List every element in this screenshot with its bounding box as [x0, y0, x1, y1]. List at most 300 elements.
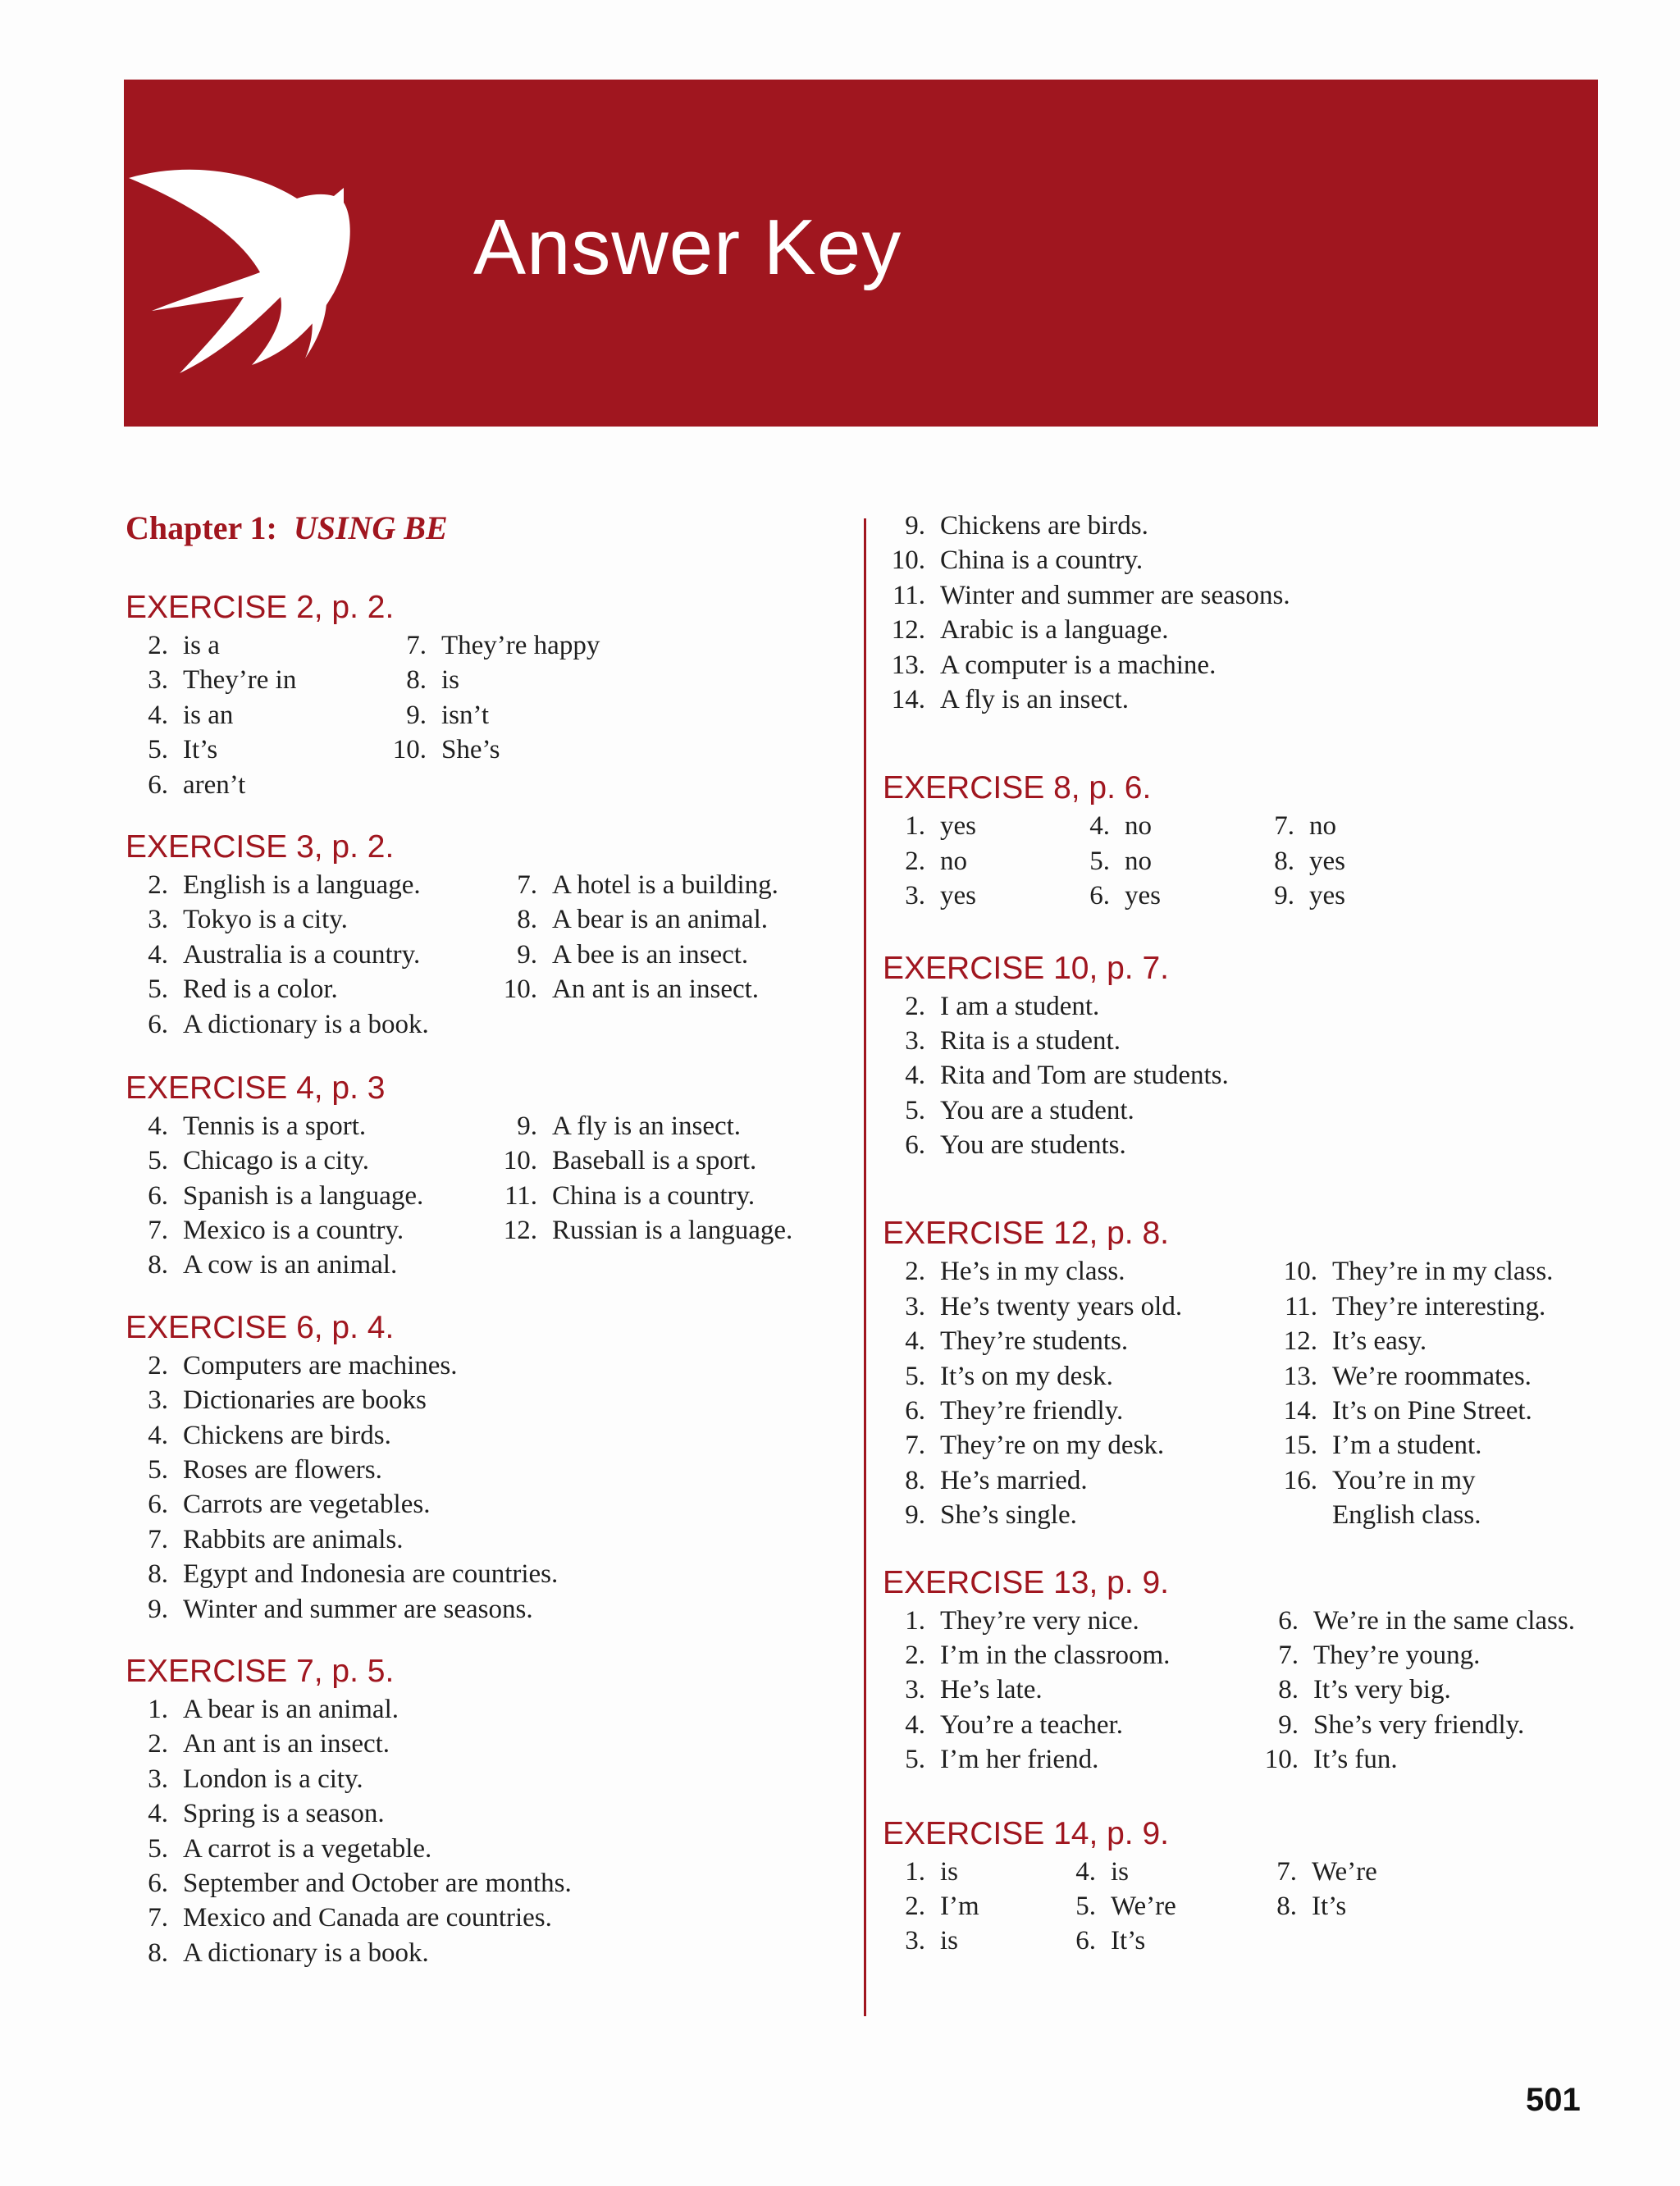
answer-item — [883, 809, 1067, 843]
exercise-6 — [126, 1307, 847, 1627]
answer-number: 1. — [905, 811, 925, 842]
answer-item — [495, 902, 778, 937]
answer-item — [883, 844, 1067, 879]
answer-text: Tennis is a sport. — [183, 1111, 367, 1141]
column-divider — [864, 518, 866, 2016]
answer-item — [883, 1673, 1256, 1707]
answer-text: is an — [183, 700, 234, 730]
answer-column — [126, 1692, 572, 1970]
answer-number: 11. — [892, 580, 925, 610]
answer-text: is — [940, 1856, 959, 1887]
answer-column — [126, 628, 384, 802]
answer-item — [1256, 1708, 1575, 1742]
answer-item — [495, 972, 778, 1006]
answer-number: 5. — [905, 1745, 925, 1775]
answer-text: is a — [183, 631, 220, 660]
answer-item — [126, 902, 495, 937]
answer-item — [126, 1727, 572, 1761]
answer-text: Winter and summer are seasons. — [183, 1594, 533, 1624]
answer-text: Australia is a country. — [183, 939, 421, 970]
answer-text: A bear is an animal. — [552, 905, 769, 935]
answer-number: 8. — [148, 1937, 168, 1968]
answer-text: Rita is a student. — [940, 1025, 1121, 1056]
answer-number: 1. — [148, 1694, 168, 1724]
answer-item — [1254, 1855, 1377, 1889]
answer-text: It’s — [1111, 1926, 1146, 1956]
answer-column — [883, 509, 1290, 717]
answer-item — [384, 732, 600, 767]
answer-text: Egypt and Indonesia are countries. — [183, 1559, 559, 1590]
exercise-7 — [126, 1651, 847, 1970]
answer-item — [126, 938, 495, 972]
answer-number: 7. — [1274, 811, 1294, 842]
exercise-13 — [883, 1563, 1621, 1778]
answer-text: A bee is an insect. — [552, 939, 749, 970]
answer-item — [883, 1638, 1256, 1673]
answer-text: He’s late. — [940, 1675, 1043, 1705]
answer-item — [1053, 1855, 1254, 1889]
answer-number: 5. — [905, 1095, 925, 1125]
answer-number: 6. — [148, 1490, 168, 1520]
answer-number: 3. — [148, 665, 168, 696]
answer-column — [1053, 1855, 1254, 1959]
answer-number: 3. — [905, 1926, 925, 1956]
answer-column — [495, 1109, 792, 1248]
answer-item — [1275, 1463, 1603, 1533]
answer-text: Winter and summer are seasons. — [940, 580, 1290, 610]
answer-number: 3. — [905, 1025, 925, 1056]
answer-text: Chicago is a city. — [183, 1146, 369, 1176]
answer-text: They’re students. — [940, 1326, 1129, 1357]
answer-number: 7. — [148, 1903, 168, 1933]
answer-item — [126, 1383, 558, 1417]
answer-item — [1067, 879, 1252, 913]
answer-item — [883, 1324, 1275, 1358]
exercise-title: EXERCISE 14, p. 9. — [883, 1815, 1170, 1851]
answer-number: 7. — [905, 1431, 925, 1461]
answer-text: is — [1111, 1856, 1130, 1887]
answer-column — [126, 868, 495, 1042]
answer-text: Red is a color. — [183, 974, 338, 1005]
answer-item — [883, 1359, 1275, 1394]
answer-item — [883, 1604, 1256, 1638]
answer-text: Dictionaries are books — [183, 1385, 427, 1416]
answer-number: 4. — [148, 1420, 168, 1450]
answer-text: You are students. — [940, 1130, 1126, 1161]
answer-item — [126, 1832, 572, 1866]
answer-text: You’re in my English class. — [1332, 1465, 1481, 1531]
answer-item — [126, 1487, 558, 1522]
chapter-heading — [126, 509, 847, 551]
answer-number: 7. — [406, 631, 427, 660]
answer-text: A bear is an animal. — [183, 1694, 399, 1724]
answer-number: 3. — [905, 1675, 925, 1705]
answer-item — [126, 1418, 558, 1453]
answer-text: You’re a teacher. — [940, 1709, 1123, 1740]
answer-number: 10. — [1264, 1745, 1299, 1775]
answer-number: 6. — [1278, 1605, 1299, 1636]
answer-item — [1275, 1428, 1603, 1463]
answer-number: 8. — [517, 905, 537, 935]
answer-number: 8. — [148, 1559, 168, 1590]
answer-number: 5. — [1089, 846, 1110, 876]
answer-text: We’re roommates. — [1332, 1361, 1532, 1391]
exercise-title: EXERCISE 4, p. 3 — [126, 1070, 386, 1106]
answer-text: We’re — [1111, 1891, 1176, 1921]
answer-text: He’s married. — [940, 1465, 1088, 1495]
answer-number: 6. — [148, 1009, 168, 1039]
answer-number: 2. — [905, 1257, 925, 1287]
answer-item — [1053, 1924, 1254, 1958]
answer-item — [495, 938, 778, 972]
exercise-7-continued — [883, 509, 1621, 717]
answer-number: 9. — [148, 1594, 168, 1624]
answer-item — [495, 1179, 792, 1213]
answer-item — [883, 1463, 1275, 1498]
answer-text: They’re young. — [1313, 1641, 1481, 1671]
answer-item — [1256, 1673, 1575, 1707]
answer-item — [126, 768, 384, 802]
exercise-title: EXERCISE 10, p. 7. — [883, 950, 1170, 986]
answer-column — [1252, 809, 1345, 913]
answer-text: Carrots are vegetables. — [183, 1490, 431, 1520]
answer-number: 7. — [148, 1524, 168, 1554]
exercise-title: EXERCISE 3, p. 2. — [126, 828, 395, 865]
answer-number: 9. — [905, 1500, 925, 1531]
answer-text: is — [441, 665, 460, 696]
answer-column — [883, 809, 1067, 913]
answer-text: He’s in my class. — [940, 1257, 1125, 1287]
answer-item — [883, 648, 1290, 682]
answer-item — [1256, 1638, 1575, 1673]
answer-number: 5. — [905, 1361, 925, 1391]
swallow-bird-icon — [129, 162, 432, 375]
answer-text: It’s — [183, 735, 218, 765]
answer-item — [883, 1024, 1229, 1058]
answer-text: He’s twenty years old. — [940, 1291, 1183, 1321]
answer-item — [126, 1248, 495, 1282]
answer-text: They’re in my class. — [1332, 1257, 1554, 1287]
answer-item — [883, 1289, 1275, 1324]
answer-number: 2. — [905, 1891, 925, 1921]
answer-text: Rita and Tom are students. — [940, 1061, 1229, 1091]
answer-column — [495, 868, 778, 1007]
answer-number: 5. — [148, 1833, 168, 1864]
answer-item — [126, 1109, 495, 1143]
answer-item — [883, 1394, 1275, 1428]
answer-number: 4. — [148, 1111, 168, 1141]
answer-number: 9. — [517, 1111, 537, 1141]
answer-text: We’re — [1312, 1856, 1377, 1887]
answer-number: 2. — [148, 631, 168, 660]
answer-text: Rabbits are animals. — [183, 1524, 404, 1554]
answer-number: 5. — [148, 974, 168, 1005]
answer-number: 6. — [148, 1868, 168, 1898]
answer-number: 2. — [905, 846, 925, 876]
answer-text: Spanish is a language. — [183, 1180, 424, 1211]
chapter-label: Chapter 1: — [126, 509, 277, 546]
answer-item — [1252, 809, 1345, 843]
answer-number: 14. — [891, 684, 925, 714]
answer-column — [883, 1254, 1275, 1532]
answer-number: 8. — [148, 1250, 168, 1280]
answer-item — [126, 1592, 558, 1627]
answer-number: 1. — [905, 1605, 925, 1636]
exercise-title: EXERCISE 8, p. 6. — [883, 770, 1152, 806]
answer-number: 13. — [891, 650, 925, 680]
header-banner — [124, 80, 1598, 427]
answer-number: 12. — [503, 1216, 537, 1246]
page-title: Answer Key — [473, 203, 902, 291]
answer-number: 10. — [1283, 1257, 1317, 1287]
answer-text: yes — [1125, 881, 1161, 911]
answer-number: 6. — [148, 769, 168, 800]
answer-number: 3. — [148, 1385, 168, 1416]
answer-text: Baseball is a sport. — [552, 1146, 757, 1176]
answer-text: A dictionary is a book. — [183, 1937, 429, 1968]
answer-number: 10. — [891, 545, 925, 576]
answer-text: A carrot is a vegetable. — [183, 1833, 432, 1864]
answer-text: no — [1309, 811, 1336, 842]
answer-number: 7. — [148, 1216, 168, 1246]
answer-item — [1067, 809, 1252, 843]
answer-text: They’re very nice. — [940, 1605, 1139, 1636]
exercise-title: EXERCISE 7, p. 5. — [126, 1653, 395, 1689]
answer-text: They’re friendly. — [940, 1396, 1124, 1426]
answer-number: 5. — [148, 735, 168, 765]
answer-text: Mexico and Canada are countries. — [183, 1903, 552, 1933]
answer-number: 4. — [1089, 811, 1110, 842]
chapter-title: USING BE — [293, 509, 448, 546]
answer-item — [495, 1109, 792, 1143]
answer-item — [883, 1924, 1053, 1958]
exercise-2 — [126, 587, 847, 802]
answer-item — [126, 1349, 558, 1383]
answer-number: 9. — [517, 939, 537, 970]
answer-column — [883, 1604, 1256, 1778]
answer-item — [126, 1557, 558, 1591]
answer-item — [883, 879, 1067, 913]
answer-item — [1067, 844, 1252, 879]
answer-text: They’re interesting. — [1332, 1291, 1546, 1321]
answer-number: 3. — [148, 905, 168, 935]
answer-item — [126, 1692, 572, 1727]
answer-number: 9. — [905, 511, 925, 541]
answer-item — [1252, 879, 1345, 913]
answer-number: 3. — [148, 1764, 168, 1794]
answer-text: She’s single. — [940, 1500, 1077, 1531]
answer-text: I’m — [940, 1891, 979, 1921]
answer-item — [126, 1213, 495, 1248]
answer-item — [883, 989, 1229, 1024]
answer-number: 4. — [905, 1709, 925, 1740]
answer-text: It’s easy. — [1332, 1326, 1427, 1357]
answer-text: London is a city. — [183, 1764, 363, 1794]
answer-number: 12. — [891, 615, 925, 646]
answer-number: 2. — [905, 991, 925, 1021]
answer-item — [883, 1855, 1053, 1889]
answer-number: 11. — [1284, 1291, 1317, 1321]
answer-text: September and October are months. — [183, 1868, 572, 1898]
answer-text: A cow is an animal. — [183, 1250, 398, 1280]
answer-item — [1254, 1889, 1377, 1924]
answer-text: I am a student. — [940, 991, 1100, 1021]
answer-item — [126, 1762, 572, 1796]
answer-item — [126, 1179, 495, 1213]
answer-text: is — [940, 1926, 959, 1956]
answer-text: A fly is an insect. — [940, 684, 1130, 714]
answer-number: 8. — [1276, 1891, 1297, 1921]
answer-number: 5. — [148, 1455, 168, 1485]
answer-number: 10. — [503, 974, 537, 1005]
answer-number: 10. — [503, 1146, 537, 1176]
answer-number: 4. — [1075, 1856, 1096, 1887]
answer-text: I’m in the classroom. — [940, 1641, 1171, 1671]
answer-item — [126, 1796, 572, 1831]
answer-number: 6. — [905, 1130, 925, 1161]
answer-item — [883, 578, 1290, 613]
answer-item — [883, 509, 1290, 543]
exercise-14 — [883, 1814, 1621, 1959]
answer-column — [384, 628, 600, 768]
answer-text: You are a student. — [940, 1095, 1134, 1125]
answer-text: She’s — [441, 735, 500, 765]
answer-item — [126, 732, 384, 767]
answer-text: They’re in — [183, 665, 297, 696]
answer-text: An ant is an insect. — [552, 974, 760, 1005]
answer-text: It’s fun. — [1313, 1745, 1398, 1775]
answer-item — [883, 682, 1290, 717]
answer-item — [883, 613, 1290, 647]
answer-text: They’re happy — [441, 631, 600, 660]
answer-column — [126, 1109, 495, 1283]
answer-column — [1254, 1855, 1377, 1924]
answer-number: 3. — [905, 1291, 925, 1321]
answer-number: 4. — [905, 1061, 925, 1091]
answer-number: 2. — [148, 1729, 168, 1759]
answer-item — [126, 663, 384, 697]
exercise-3 — [126, 827, 847, 1042]
answer-item — [126, 1866, 572, 1901]
answer-item — [495, 1213, 792, 1248]
answer-text: yes — [1309, 881, 1345, 911]
answer-item — [1275, 1254, 1603, 1289]
answer-item — [1053, 1889, 1254, 1924]
answer-number: 10. — [392, 735, 427, 765]
answer-number: 8. — [1278, 1675, 1299, 1705]
answer-number: 8. — [406, 665, 427, 696]
answer-number: 9. — [406, 700, 427, 730]
answer-text: Tokyo is a city. — [183, 905, 348, 935]
answer-number: 4. — [148, 700, 168, 730]
answer-number: 15. — [1283, 1431, 1317, 1461]
exercise-10 — [883, 948, 1621, 1163]
answer-item — [1275, 1359, 1603, 1394]
answer-text: A computer is a machine. — [940, 650, 1217, 680]
answer-column — [1067, 809, 1252, 913]
answer-item — [384, 663, 600, 697]
answer-item — [126, 1522, 558, 1557]
right-column — [883, 509, 1621, 1959]
answer-number: 2. — [148, 869, 168, 900]
page-number: 501 — [1526, 2082, 1581, 2118]
answer-item — [883, 1058, 1229, 1093]
answer-number: 4. — [148, 939, 168, 970]
answer-number: 5. — [1075, 1891, 1096, 1921]
answer-text: She’s very friendly. — [1313, 1709, 1525, 1740]
answer-item — [126, 1007, 495, 1042]
answer-number: 8. — [905, 1465, 925, 1495]
answer-text: An ant is an insect. — [183, 1729, 390, 1759]
answer-item — [126, 698, 384, 732]
answer-item — [495, 868, 778, 902]
answer-number: 16. — [1283, 1465, 1317, 1495]
answer-text: Russian is a language. — [552, 1216, 793, 1246]
answer-number: 9. — [1274, 881, 1294, 911]
answer-item — [883, 1128, 1229, 1162]
answer-text: isn’t — [441, 700, 490, 730]
answer-column — [1256, 1604, 1575, 1778]
answer-item — [126, 1936, 572, 1970]
answer-number: 12. — [1283, 1326, 1317, 1357]
answer-number: 4. — [905, 1326, 925, 1357]
answer-item — [1275, 1394, 1603, 1428]
answer-item — [883, 1742, 1256, 1777]
answer-text: Chickens are birds. — [940, 511, 1148, 541]
answer-item — [126, 1901, 572, 1935]
answer-text: They’re on my desk. — [940, 1431, 1165, 1461]
exercise-8 — [883, 768, 1621, 913]
answer-text: yes — [940, 811, 976, 842]
answer-text: It’s on Pine Street. — [1332, 1396, 1532, 1426]
answer-column — [883, 1855, 1053, 1959]
answer-item — [883, 1889, 1053, 1924]
answer-text: Roses are flowers. — [183, 1455, 382, 1485]
exercise-title: EXERCISE 6, p. 4. — [126, 1309, 395, 1345]
answer-item — [384, 628, 600, 663]
exercise-title: EXERCISE 13, p. 9. — [883, 1564, 1170, 1600]
answer-text: China is a country. — [552, 1180, 756, 1211]
answer-text: English is a language. — [183, 869, 421, 900]
exercise-title: EXERCISE 12, p. 8. — [883, 1216, 1170, 1252]
answer-item — [883, 1254, 1275, 1289]
answer-text: yes — [1309, 846, 1345, 876]
answer-column — [126, 1349, 558, 1627]
answer-text: I’m a student. — [1332, 1431, 1482, 1461]
answer-item — [126, 628, 384, 663]
answer-text: aren’t — [183, 769, 246, 800]
answer-number: 7. — [1278, 1641, 1299, 1671]
answer-text: China is a country. — [940, 545, 1144, 576]
answer-item — [1275, 1289, 1603, 1324]
answer-number: 6. — [1089, 881, 1110, 911]
answer-text: no — [1125, 811, 1152, 842]
exercise-4 — [126, 1068, 847, 1283]
answer-item — [126, 1143, 495, 1178]
answer-text: We’re in the same class. — [1313, 1605, 1575, 1636]
answer-item — [883, 1428, 1275, 1463]
answer-column — [883, 989, 1229, 1163]
answer-item — [883, 1708, 1256, 1742]
answer-number: 4. — [148, 1799, 168, 1829]
answer-number: 11. — [504, 1180, 537, 1211]
answer-number: 9. — [1278, 1709, 1299, 1740]
answer-text: I’m her friend. — [940, 1745, 1099, 1775]
answer-item — [883, 1093, 1229, 1128]
answer-text: A hotel is a building. — [552, 869, 778, 900]
answer-text: no — [1125, 846, 1152, 876]
answer-number: 8. — [1274, 846, 1294, 876]
